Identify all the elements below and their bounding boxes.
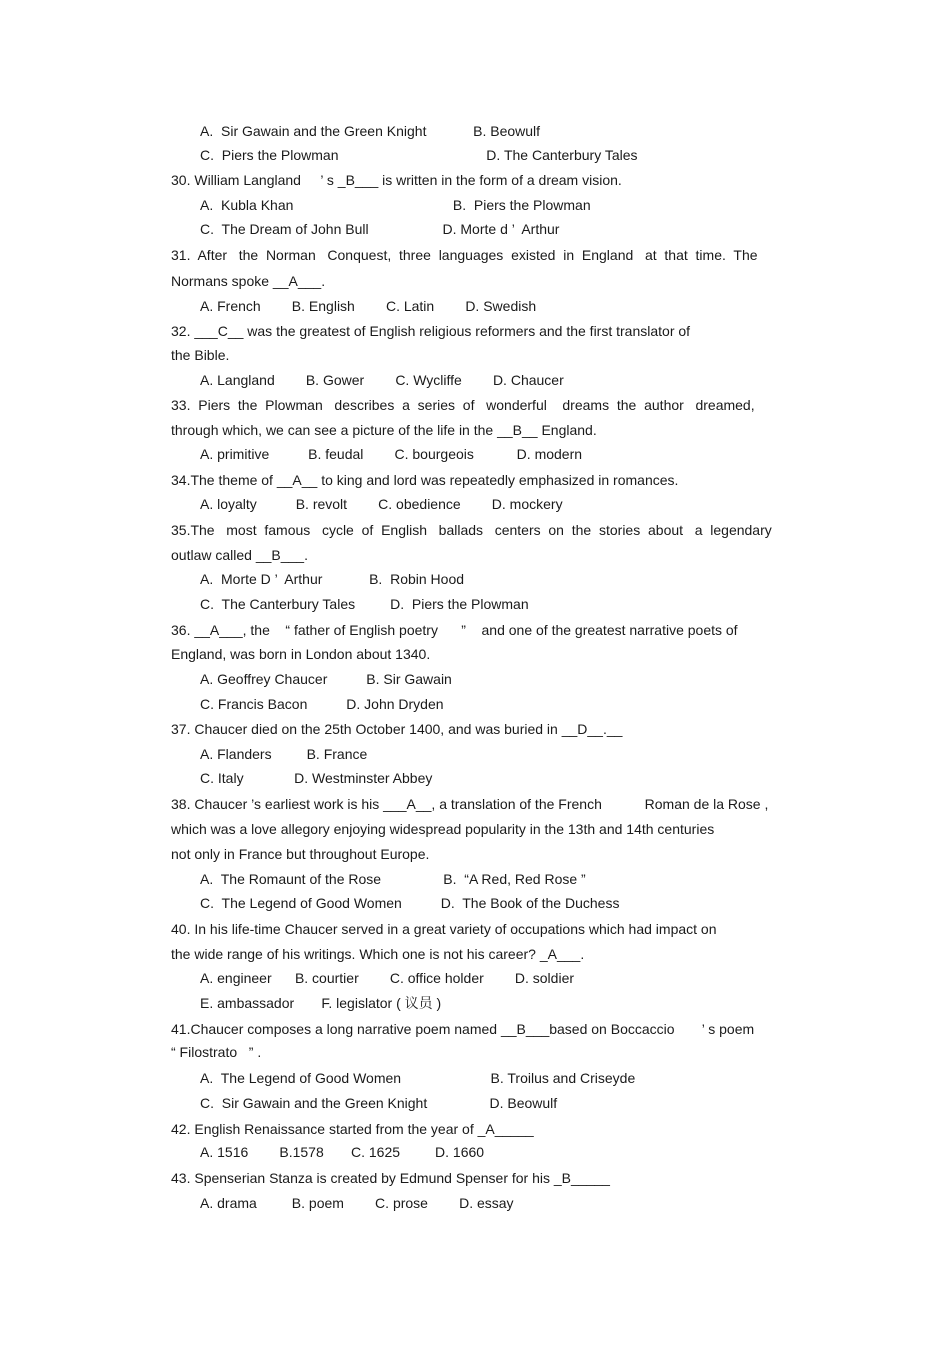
text-line: 35.The most famous cycle of English ballads centers on the stories about a legendary — [171, 522, 772, 538]
text-line: A. primitive B. feudal C. bourgeois D. modern — [200, 446, 583, 462]
text-line: A. Kubla Khan B. Piers the Plowman — [200, 197, 591, 213]
text-line: outlaw called __B___. — [171, 547, 308, 563]
text-line: 31. After the Norman Conquest, three languages existed in England at that time. The — [171, 247, 758, 263]
text-line: 30. William Langland ’ s _B___ is written in the form of a dream vision. — [171, 172, 622, 188]
text-line: A. Sir Gawain and the Green Knight B. Beowulf — [200, 123, 541, 139]
text-line: 34.The theme of __A__ to king and lord was repeatedly emphasized in romances. — [171, 472, 679, 488]
text-line: “ Filostrato ” . — [171, 1044, 262, 1060]
text-line: 37. Chaucer died on the 25th October 1400, and was buried in __D__.__ — [171, 721, 623, 737]
text-line: 40. In his life-time Chaucer served in a great variety of occupations which had impact on — [171, 921, 717, 937]
text-line: 42. English Renaissance started from the year of _A_____ — [171, 1121, 534, 1137]
text-line: 43. Spenserian Stanza is created by Edmund Spenser for his _B_____ — [171, 1170, 610, 1186]
text-line: C. Italy D. Westminster Abbey — [200, 770, 433, 786]
text-line: which was a love allegory enjoying widespread popularity in the 13th and 14th centuries — [171, 821, 715, 837]
text-line: C. The Dream of John Bull D. Morte d ’ Arthur — [200, 221, 560, 237]
text-line: E. ambassador F. legislator ( 议员 ) — [200, 995, 442, 1011]
text-line: C. Piers the Plowman D. The Canterbury Tales — [200, 147, 638, 163]
text-line: 32. ___C__ was the greatest of English religious reformers and the first translator of — [171, 323, 691, 339]
text-line: A. engineer B. courtier C. office holder D. soldier — [200, 970, 575, 986]
text-line: A. The Legend of Good Women B. Troilus and Criseyde — [200, 1070, 636, 1086]
text-line: A. Morte D ’ Arthur B. Robin Hood — [200, 571, 465, 587]
text-line: A. French B. English C. Latin D. Swedish — [200, 298, 537, 314]
text-line: through which, we can see a picture of the life in the __B__ England. — [171, 422, 597, 438]
text-line: C. The Legend of Good Women D. The Book of the Duchess — [200, 895, 620, 911]
text-line: 33. Piers the Plowman describes a series of wonderful dreams the author dreamed, — [171, 397, 755, 413]
text-line: Normans spoke __A___. — [171, 273, 326, 289]
text-line: not only in France but throughout Europe. — [171, 846, 430, 862]
text-line: A. Flanders B. France — [200, 746, 368, 762]
text-line: A. loyalty B. revolt C. obedience D. mockery — [200, 496, 563, 512]
text-line: A. The Romaunt of the Rose B. “A Red, Red Rose ” — [200, 871, 586, 887]
text-line: C. Francis Bacon D. John Dryden — [200, 696, 444, 712]
text-line: A. drama B. poem C. prose D. essay — [200, 1195, 514, 1211]
text-line: A. Geoffrey Chaucer B. Sir Gawain — [200, 671, 452, 687]
text-line: the Bible. — [171, 347, 230, 363]
text-line: A. 1516 B.1578 C. 1625 D. 1660 — [200, 1144, 485, 1160]
text-line: 38. Chaucer ’s earliest work is his ___A__, a translation of the French Roman de la Rose , — [171, 796, 769, 812]
text-line: the wide range of his writings. Which one is not his career? _A___. — [171, 946, 585, 962]
text-line: A. Langland B. Gower C. Wycliffe D. Chaucer — [200, 372, 564, 388]
text-line: C. Sir Gawain and the Green Knight D. Beowulf — [200, 1095, 558, 1111]
text-line: 36. __A___, the “ father of English poetry ” and one of the greatest narrative poets of — [171, 622, 738, 638]
text-line: England, was born in London about 1340. — [171, 646, 431, 662]
text-line: 41.Chaucer composes a long narrative poem named __B___based on Boccaccio ’ s poem — [171, 1021, 755, 1037]
text-line: C. The Canterbury Tales D. Piers the Plowman — [200, 596, 529, 612]
